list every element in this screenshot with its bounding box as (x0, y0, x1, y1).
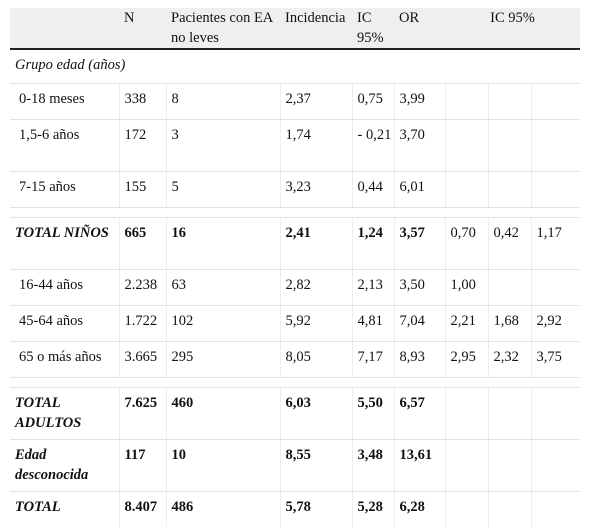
row-label: Edad desconocida (10, 440, 119, 492)
cell-incidencia: 3,23 (280, 172, 352, 208)
cell-or: 6,28 (394, 492, 445, 527)
cell-or: 6,01 (394, 172, 445, 208)
cell-incidencia: 6,03 (280, 388, 352, 440)
cell-pacientes: 10 (166, 440, 280, 492)
cell-n: 7.625 (119, 388, 166, 440)
cell-pacientes: 8 (166, 84, 280, 120)
cell-n: 1.722 (119, 306, 166, 342)
header-empty (10, 8, 119, 49)
cell-or-ic-a: 0,70 (445, 218, 488, 270)
row-label: TOTAL (10, 492, 119, 527)
cell-incidencia: 5,78 (280, 492, 352, 527)
row-label: TOTAL NIÑOS (10, 218, 119, 270)
cell-n: 3.665 (119, 342, 166, 378)
cell-ic95: 5,28 (352, 492, 394, 527)
cell-ic95: 2,13 (352, 270, 394, 306)
table-row-total (10, 218, 580, 270)
spacer-row (10, 208, 580, 218)
cell-n: 155 (119, 172, 166, 208)
cell-or: 6,57 (394, 388, 445, 440)
cell-or-ic-b: 0,42 (488, 218, 531, 270)
cell-or-ic-c: 3,75 (531, 342, 580, 378)
cell-ic95: 0,75 (352, 84, 394, 120)
cell-or-ic-c (531, 172, 580, 208)
cell-or-ic-c (531, 120, 580, 172)
cell-or-ic-a (445, 84, 488, 120)
cell-incidencia: 2,82 (280, 270, 352, 306)
cell-or-ic-b (488, 172, 531, 208)
cell-incidencia: 8,05 (280, 342, 352, 378)
table-row (10, 172, 580, 208)
cell-pacientes: 486 (166, 492, 280, 527)
cell-or: 3,70 (394, 120, 445, 172)
cell-incidencia: 8,55 (280, 440, 352, 492)
table-row (10, 120, 580, 172)
cell-or-ic-b: 2,32 (488, 342, 531, 378)
cell-or: 3,50 (394, 270, 445, 306)
cell-ic95: - 0,21 (352, 120, 394, 172)
cell-pacientes: 295 (166, 342, 280, 378)
cell-or-ic-c: 1,17 (531, 218, 580, 270)
cell-or-ic-a (445, 492, 488, 527)
cell-or: 3,57 (394, 218, 445, 270)
cell-pacientes: 5 (166, 172, 280, 208)
table-row (10, 84, 580, 120)
cell-or-ic-c (531, 388, 580, 440)
cell-pacientes: 460 (166, 388, 280, 440)
cell-n: 172 (119, 120, 166, 172)
cell-or-ic-b (488, 120, 531, 172)
cell-incidencia: 5,92 (280, 306, 352, 342)
cell-incidencia: 2,37 (280, 84, 352, 120)
table-row-grand-total (10, 492, 580, 527)
header-pacientes: Pacientes con EA no leves (166, 8, 280, 49)
cell-n: 117 (119, 440, 166, 492)
spacer-row (10, 378, 580, 388)
cell-or-ic-c: 2,92 (531, 306, 580, 342)
cell-incidencia: 2,41 (280, 218, 352, 270)
table-row (10, 342, 580, 378)
cell-ic95: 5,50 (352, 388, 394, 440)
cell-or-ic-c (531, 492, 580, 527)
cell-or-ic-a: 2,21 (445, 306, 488, 342)
row-label: 16-44 años (10, 270, 119, 306)
header-or-ic95: IC 95% (445, 8, 580, 49)
table-row-total (10, 440, 580, 492)
header-incidencia: Incidencia (280, 8, 352, 49)
cell-or-ic-c (531, 84, 580, 120)
cell-or-ic-a (445, 120, 488, 172)
cell-or-ic-a: 2,95 (445, 342, 488, 378)
cell-or-ic-b (488, 388, 531, 440)
cell-or-ic-b (488, 492, 531, 527)
cell-n: 665 (119, 218, 166, 270)
row-label: TOTAL ADULTOS (10, 388, 119, 440)
header-n: N (119, 8, 166, 49)
cell-or-ic-a (445, 172, 488, 208)
row-label: 1,5-6 años (10, 120, 119, 172)
cell-n: 8.407 (119, 492, 166, 527)
cell-or: 3,99 (394, 84, 445, 120)
cell-or-ic-c (531, 440, 580, 492)
row-label: 7-15 años (10, 172, 119, 208)
cell-or-ic-a (445, 388, 488, 440)
cell-or-ic-a: 1,00 (445, 270, 488, 306)
cell-or-ic-c (531, 270, 580, 306)
cell-ic95: 3,48 (352, 440, 394, 492)
table-row (10, 306, 580, 342)
header-or: OR (394, 8, 445, 49)
cell-pacientes: 16 (166, 218, 280, 270)
cell-or-ic-b (488, 440, 531, 492)
cell-pacientes: 63 (166, 270, 280, 306)
cell-incidencia: 1,74 (280, 120, 352, 172)
cell-or: 13,61 (394, 440, 445, 492)
cell-or-ic-b (488, 84, 531, 120)
table-row (10, 270, 580, 306)
row-label: 0-18 meses (10, 84, 119, 120)
cell-ic95: 0,44 (352, 172, 394, 208)
row-label: 45-64 años (10, 306, 119, 342)
section-label: Grupo edad (años) (10, 49, 580, 84)
cell-or-ic-b: 1,68 (488, 306, 531, 342)
cell-ic95: 1,24 (352, 218, 394, 270)
table-row-total (10, 388, 580, 440)
header-ic95: IC 95% (352, 8, 394, 49)
cell-n: 2.238 (119, 270, 166, 306)
cell-or: 8,93 (394, 342, 445, 378)
cell-ic95: 4,81 (352, 306, 394, 342)
cell-pacientes: 102 (166, 306, 280, 342)
section-row (10, 49, 580, 84)
cell-n: 338 (119, 84, 166, 120)
cell-pacientes: 3 (166, 120, 280, 172)
cell-or-ic-b (488, 270, 531, 306)
cell-or: 7,04 (394, 306, 445, 342)
table-header-row (10, 8, 580, 49)
row-label: 65 o más años (10, 342, 119, 378)
cell-or-ic-a (445, 440, 488, 492)
cell-ic95: 7,17 (352, 342, 394, 378)
incidence-table (10, 8, 580, 527)
